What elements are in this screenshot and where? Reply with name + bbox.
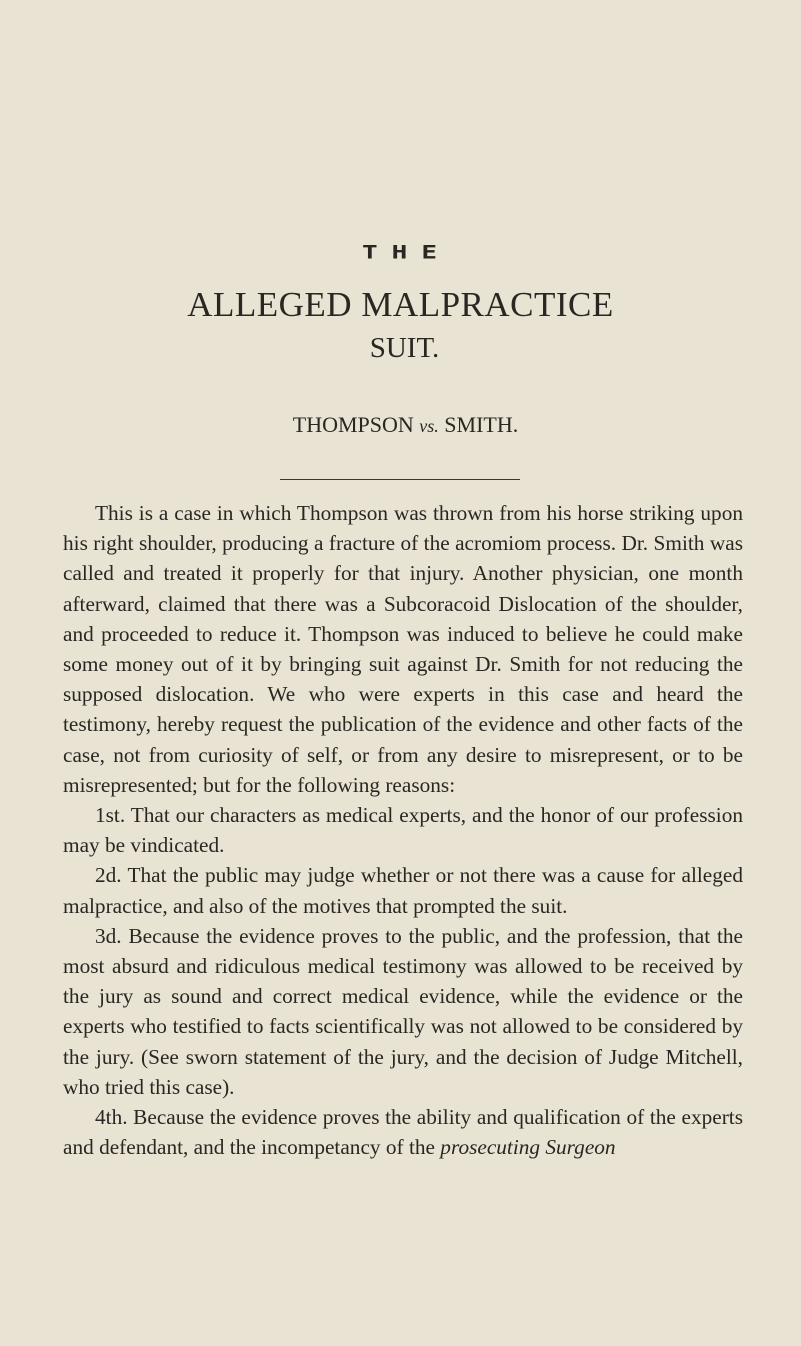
- body-text: [63, 498, 743, 1162]
- reason-2: 2d. That the public may judge whether or not there was a cause for alleged malpractice, and also of the motives that prompted the suit.: [63, 863, 743, 918]
- defendant-name: SMITH.: [438, 412, 519, 437]
- versus-abbrev: vs.: [419, 416, 439, 436]
- reason-4-text: 4th. Because the evidence proves the ability and qualification of the experts and defendant, and the incompetancy of the: [63, 1105, 743, 1160]
- plaintiff-name: THOMPSON: [292, 412, 420, 437]
- section-divider: [280, 479, 520, 480]
- reason-1: 1st. That our characters as medical experts, and the honor of our profession may be vindicated.: [63, 803, 743, 858]
- intro-paragraph: This is a case in which Thompson was thrown from his horse striking upon his right shoulder, producing a fracture of the acromiom process. Dr. Smith was called and treated it properly for that injury. Another physician, one month afterward, claimed that there was a Subcoracoid Dislocation of the shoulder, and proceeded to reduce it. Thompson was induced to believe he could make some money out of it by bringing suit against Dr. Smith for not reducing the supposed dislocation. We who were experts in this case and heard the testimony, hereby request the publication of the evidence and other facts of the case, not from curiosity of self, or from any desire to misrepresent, or to be misrepresented; but for the following reasons:: [63, 501, 743, 797]
- reason-4-italic: prosecuting Surgeon: [440, 1135, 616, 1160]
- reason-4: [63, 1102, 743, 1162]
- heading-suit: SUIT.: [369, 332, 440, 364]
- case-parties: [0, 411, 801, 440]
- page-title: ALLEGED MALPRACTICE: [187, 285, 614, 324]
- heading-the: THE: [362, 242, 451, 264]
- reason-3: 3d. Because the evidence proves to the public, and the profession, that the most absurd and ridiculous medical testimony was allowed to be received by the jury as sound and correct medical evidence, while the evidence or the experts who testified to facts scientifically was not allowed to be considered by the jury. (See sworn statement of the jury, and the decision of Judge Mitchell, who tried this case).: [63, 923, 743, 1099]
